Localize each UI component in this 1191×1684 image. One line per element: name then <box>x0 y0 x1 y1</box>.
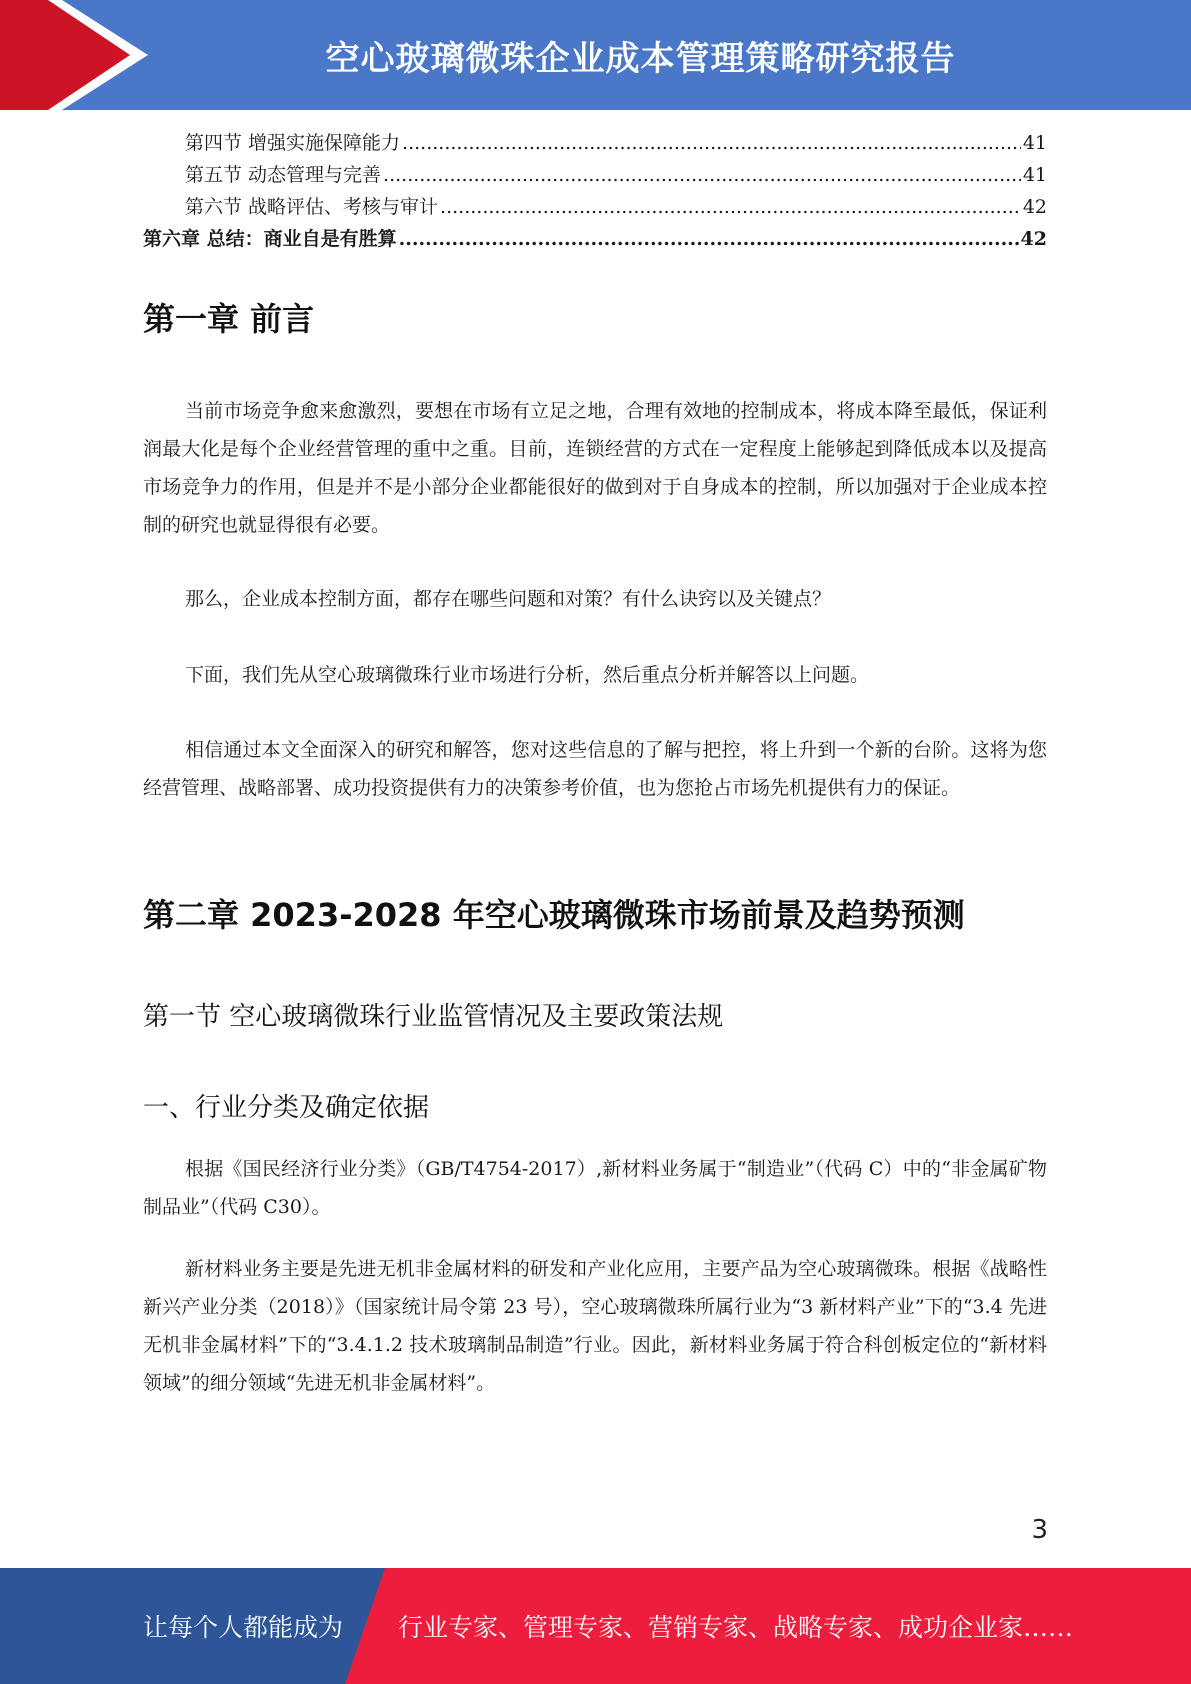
paragraph: 下面，我们先从空心玻璃微珠行业市场进行分析，然后重点分析并解答以上问题。 <box>185 664 870 686</box>
subsection-heading: 一、行业分类及确定依据 <box>143 1093 430 1123</box>
toc-entry[interactable] <box>143 192 1047 224</box>
paragraph: 相信通过本文全面深入的研究和解答，您对这些信息的了解与把控，将上升到一个新的台阶。这将为您经营管理、战略部署、成功投资提供有力的决策参考价值，也为您抢占市场先机提供有力的保证。 <box>143 739 1047 799</box>
toc-entry-title: 第六节 战略评估、考核与审计 <box>185 196 439 218</box>
toc-entry-title: 第五节 动态管理与完善 <box>185 164 382 186</box>
toc-entry[interactable] <box>143 128 1047 160</box>
toc-entry-page: 41 <box>1022 164 1047 186</box>
toc-entry[interactable] <box>143 160 1047 192</box>
toc-entry-page: 41 <box>1022 132 1047 154</box>
toc-entry-title: 第六章 总结：商业自是有胜算 <box>143 228 397 250</box>
table-of-contents <box>143 128 1047 256</box>
footer-banner <box>0 1568 1191 1684</box>
chapter-heading: 第一章 前言 <box>143 300 315 338</box>
toc-entry-chapter[interactable] <box>143 224 1047 256</box>
paragraph: 根据《国民经济行业分类》（GB/T4754-2017）,新材料业务属于“制造业”（代码 C）中的“非金属矿物制品业”（代码 C30）。 <box>143 1158 1047 1218</box>
paragraph: 当前市场竞争愈来愈激烈，要想在市场有立足之地，合理有效地的控制成本，将成本降至最低，保证利润最大化是每个企业经营管理的重中之重。目前，连锁经营的方式在一定程度上能够起到降低成本以及提高市场竞争力的作用，但是并不是小部分企业都能很好的做到对于自身成本的控制，所以加强对于企业成本控制的研究也就显得很有必要。 <box>143 400 1047 536</box>
footer-slogan-right: 行业专家、管理专家、营销专家、战略专家、成功企业家…… <box>398 1613 1074 1642</box>
paragraph: 新材料业务主要是先进无机非金属材料的研发和产业化应用，主要产品为空心玻璃微珠。根据《战略性新兴产业分类（2018）》（国家统计局令第 23 号），空心玻璃微珠所属行业为“3 新材料产业”下的“3.4 先进无机非金属材料”下的“3.4.1.2 技术玻璃制品制造”行业。因此，新材料业务属于符合科创板定位的“新材料领域”的细分领域“先进无机非金属材料”。 <box>143 1258 1047 1394</box>
section-heading: 第一节 空心玻璃微珠行业监管情况及主要政策法规 <box>143 1002 724 1032</box>
toc-entry-page: 42 <box>1020 228 1047 250</box>
report-title: 空心玻璃微珠企业成本管理策略研究报告 <box>325 38 956 79</box>
header-banner <box>0 0 1191 110</box>
footer-slogan-left: 让每个人都能成为 <box>143 1613 344 1642</box>
toc-entry-title: 第四节 增强实施保障能力 <box>185 132 401 154</box>
chapter-heading: 第二章 2023-2028 年空心玻璃微珠市场前景及趋势预测 <box>143 896 965 934</box>
page-number: 3 <box>1031 1515 1048 1545</box>
paragraph: 那么，企业成本控制方面，都存在哪些问题和对策？有什么诀窍以及关键点？ <box>185 588 832 610</box>
toc-entry-page: 42 <box>1022 196 1047 218</box>
